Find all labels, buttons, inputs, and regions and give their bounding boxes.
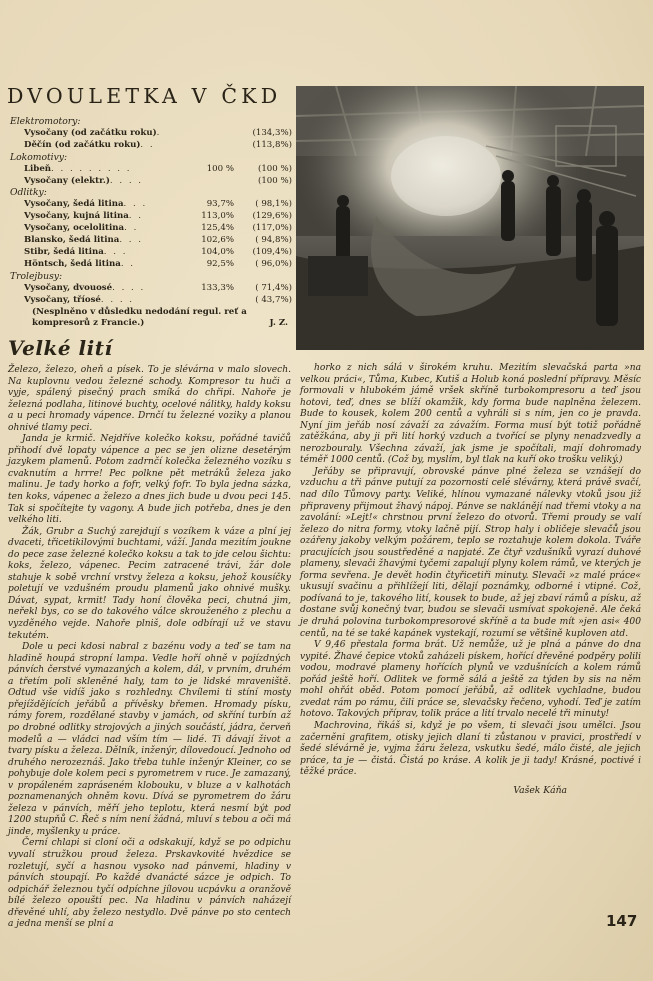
stats-row-cumulative: (113,8%) [252, 139, 292, 150]
stats-row-name: Libeň [24, 163, 52, 174]
stats-row [10, 140, 292, 152]
stats-row-cumulative: (129,6%) [252, 211, 292, 222]
stats-row-name: Vysočany (elektr.) [24, 175, 110, 186]
stats-row-cumulative: (109,4%) [252, 246, 292, 257]
article-author: Vašek Káňa [513, 784, 567, 796]
stats-row-dots: . [156, 127, 162, 138]
stats-row-dots: . . . [103, 246, 128, 257]
stats-row-cumulative: ( 96,0%) [255, 258, 292, 269]
production-stats [10, 116, 292, 330]
page-number: 147 [606, 912, 638, 930]
stats-row-actual [178, 295, 234, 307]
article-paragraph: V 9,46 přestala forma brát. Už nemůže, už je plná a pánve do dna vypité. Žhavé čepice vtoků zaházeli pískem, hořící dřevěné podpěry polili vodou, modravé plameny hořících plynů ve vzdušnících a kolem rámů pořád ještě hoří. Odlitek ve formě sálá a ještě za týden by sis na něm mohl ohřát oběd. Potom pomocí jeřábů, až odlitek vychladne, budou zvedat rám po rámu, čili práce se, slevačsky řečeno, vyhodí. Teď je zatím hotovo. Takových příprav, tolik práce a lití trvalo necelé tři minuty! [300, 640, 641, 720]
stats-row [10, 283, 292, 295]
article-paragraph: Jeřáby se připravují, obrovské pánve plné železa se vznášejí do vzduchu a tři pánve putují za pozornosti celé slévárny, která právě svačí, nad dílo Tůmovy party. Veliké, hlínou vymazané nálevky vtoků jsou již připraveny přijmout žhavý nápoj. Pánve se naklánějí nad třemi vtoky a na zavolání: »Lejt!« chrstnou první železo do otvorů. Třemi proudy se valí železo do nitra formy, vtoky lačně pijí. Strop haly i obličeje slevačů jsou ozářeny jakoby velkým požárem, teplo se roztahuje kolem dokola. Tváře pracujících jsou soustředěné a napjaté. Ze čtyř vzdušníků vyrazí duhové plameny, slevači žhavými tyčemi zapalují plyny kolem rámů, ve kterých je forma sevřena. Je devět hodin čtyřicetiři minuty. Slevači »z malé práce« ukusují svačinu a přihlížejí liti, dělají poznámky, odborné i vtipné. Což, podívaná to je, takového lití, kousek to bude, až jej zbaví rámů a písku, až dostane svůj konečný tvar, budou se slevači usmívat spokojeně. Ale čeká je druhá polovina turbokompresorové skříně a ta bude mít »jen asi« 400 centů, na té se také kapánek vystekají, rozumí se většině kuploven atd. [300, 466, 641, 639]
foundry-photo [296, 86, 644, 350]
article-paragraph: Dole u peci kdosi nabral z bazénu vody a teď se tam na hladině houpá stropní lampa. Vedle hoří ohně v pojízdných pánvích čerstvé vymazaných a kolem, dál, v prvním, druhém a třetím poli skleněné haly, tam to je lidské mraveniště. Odtud vše vidíš jako s rozhledny. Chvílemi ti stíní mosty přejíždějících jeřábů a přívěsky břemen. Hromady písku, rámy forem, rozdělané stavby v jamách, od skříní turbín až po drobné odlitky strojových a jiných součástí, jádra, červeň modelů a — vládci nad vším tím — lidé. Ti dávají život a tvary písku a železa. Dělník, inženýr, dílovedoucí. Jednoho od druhého nerozeznáš. Jako třeba tuhle inženýr Kleiner, co se pohybuje dole kolem peci s pyrometrem v ruce. Je zamazaný, v propáleném zapráseném klobouku, v bluze a v kalhotách poznamenaných ohněm kovu. Dívá se pyrometrem do žáru železa v pánvích, měří jeho teplotu, která nesmí být pod 1200 stupňů C. Řeč s ním není žádná, mluví s tebou a oči má jinde, myšlenky u práce. [8, 642, 291, 837]
stats-row-name: Vysočany (od začátku roku) [24, 127, 157, 138]
stats-row-actual [178, 140, 234, 152]
stats-row-cumulative: (100 %) [257, 175, 292, 186]
stats-row [10, 235, 292, 247]
stats-row-dots: . . . [123, 199, 148, 210]
article-column-left [8, 365, 291, 931]
stats-row-dots: . . [128, 211, 143, 222]
stats-row-name: Děčín (od začátku roku) [24, 139, 141, 150]
stats-row-dots: . . . . [112, 282, 146, 293]
stats-row-dots: . . [120, 258, 136, 269]
stats-row [10, 128, 292, 140]
stats-row-dots: . . . . . . . . . [51, 163, 132, 174]
article-title: Velké lití [8, 336, 113, 360]
stats-row-cumulative: (117,0%) [252, 223, 292, 234]
stats-category-label: Odlitky: [10, 187, 47, 199]
stats-row-actual [178, 176, 234, 188]
stats-row-actual: 93,7% [206, 199, 234, 210]
stats-note-signature: J. Z. [269, 318, 288, 329]
stats-row-cumulative: (100 %) [257, 163, 292, 174]
article-paragraph: Černí chlapi si cloní oči a odskakují, když se po odpichu vyvalí stružkou proud železa. Prskavkovité hvězdice se rozletují, syčí a hasnou vysoko nad pánvemi, hladiny v pánvích stoupají. Po každé dvanácté sázce je odpich. To odpichář železnou tyčí odpíchne jílovou ucpávku a oranžově bílé železo opouští pec. Na hladinu v pánvích naházejí dřevěné uhlí, aby železo nestydlo. Dvě pánve po sto centech a jedna menší se plní a [8, 838, 291, 930]
stats-row [10, 211, 292, 223]
stats-row-cumulative: ( 43,7%) [255, 294, 292, 305]
stats-category-label: Lokomotivy: [10, 151, 68, 163]
stats-row-name: Vysočany, kujná litina [24, 211, 129, 222]
stats-note-text: (Nesplněno v důsledku nedodání regul. reť a kompresorů z Francie.) [32, 306, 247, 329]
stats-row [10, 199, 292, 211]
stats-row-dots: . . [140, 139, 155, 150]
stats-row-dots: . . [124, 223, 139, 234]
stats-row-name: Vysočany, tříosé [24, 294, 101, 305]
stats-row-cumulative: ( 94,8%) [255, 235, 292, 246]
stats-row [10, 223, 292, 235]
article-paragraph: Žák, Grubr a Suchý zarejdují s vozíkem k váze a plní jej dvaceti, třicetikilovými buchtami, váží. Janda mezitím joukne do pece zase železné kolečko koksu a tak to jde celou šichtu: koks, železo, vápenec. Pecim zatracené trávi, žár dole stahuje k sobě vrchní vrstvy železa a koksu, jehož kousíčky poletují ve vzdušném proudu plamenů jako ohnivé mušky. Dávat, sypat, krmit! Tady honí člověka peci, chutná jim, neřekl bys, co se do takového válce skrouženého z plechu a vyzděného vejde. Nahoře plniš, dole odbírají už ve stavu tekutém. [8, 526, 291, 641]
stats-row-dots: . . . [119, 235, 143, 246]
page-heading: DVOULETKA V ČKD [7, 84, 282, 108]
article-paragraph: Janda je krmič. Nejdříve kolečko koksu, pořádné tavičů přihodí dvě lopaty vápence a pec se jen olizne desetérým jazykem plamenů. Potom zadrnčí kolečka železného vozíku s cvaknutím a hrrre! Pec polkne pět metráků železa jako malinu. Je tady horko a fofr, velký fofr. To byla jedna sázka, ten koks, vápenec a železo a dnes jich bude u dvou peci 145. Tak si spočítejte ty vagony. A bude jich potřeba, dnes je den velkého liti. [8, 434, 291, 526]
stats-row-cumulative: (134,3%) [252, 127, 292, 138]
stats-row-name: Vysočany, dvouosé [24, 282, 113, 293]
stats-row-name: Vysočany, ocelolitina [24, 223, 125, 234]
stats-row [10, 164, 292, 176]
article-paragraph: Železo, železo, oheň a písek. To je slévárna v malo slovech. Na kuplovnu vedou železné schody. Kompresor tu huči a vyje, spálený pisečný prach smíká do chřipi. Nahoře je železná podlaha, litinové buchty, ocelové nálitky, haldy koksu a u peci hromady vápence. Drnčí tu železné voziky a planou ohnivé tlamy peci. [8, 365, 291, 433]
stats-row-cumulative: ( 98,1%) [255, 199, 292, 210]
stats-row-actual [178, 128, 234, 140]
stats-row-actual: 104,0% [201, 246, 234, 257]
stats-note [10, 307, 292, 331]
stats-row-name: Vysočany, šedá litina [24, 199, 124, 210]
stats-row-actual: 113,0% [201, 211, 234, 222]
stats-row-dots: . . . . [109, 175, 144, 186]
stats-row-name: Höntsch, šedá litina [24, 258, 121, 269]
stats-row [10, 176, 292, 188]
stats-row-cumulative: ( 71,4%) [255, 282, 292, 293]
stats-category-label: Trolejbusy: [10, 270, 63, 282]
stats-category-label: Elektromotory: [10, 116, 81, 127]
stats-row [10, 247, 292, 259]
stats-row-actual: 92,5% [206, 258, 234, 269]
stats-row-actual: 100 % [206, 163, 234, 174]
stats-row [10, 259, 292, 271]
article-column-right [300, 363, 641, 796]
stats-row-dots: . . . . [100, 294, 135, 305]
stats-row-name: Stibr, šedá litina [24, 246, 104, 257]
stats-row-actual: 102,6% [201, 235, 234, 246]
article-paragraph: horko z nich sálá v širokém kruhu. Mezitím slevačská parta »na velkou práci«, Tůma, Kubec, Kutiš a Holub koná poslední přípravy. Měsíc formovali v hlubokém jámě vršek skříně turbokompresoru a teď jsou hotovi, teď, dnes se blíží okamžik, kdy forma bude naplněna železem. Bude to kousek, kolem 200 centů a vyhráli si s ním, jen co je pravda. Nyní jim jeřáb nosí závaží za závažím. Forma musí být totiž pořádně zatěžkána, aby ji při lití horký vzduch a tvořící se plyny nenadzvedly a nerozbouraly. Všechna závaží, jak jsme je spočítali, mají dohromady téměř 1000 centů. (Což by, myslím, byl tlak na kuří oko trošku veliký.) [300, 363, 641, 466]
stats-row [10, 295, 292, 307]
stats-row-actual: 125,4% [201, 223, 234, 234]
foundry-photo-graphic [296, 86, 644, 350]
stats-row-name: Blansko, šedá litina [24, 235, 120, 246]
stats-row-actual: 133,3% [201, 282, 234, 293]
article-paragraph: Machrovina, řikáš si, když je po všem, ti slevači jsou umělci. Jsou začerněni grafitem, otisky jejich dlaní ti zůstanou v pravici, prostředí v šedé slévárně je, vyjma žáru železa, vskutku šedé, málo čisté, ale jejich práce, ta je — čistá. Čistá po krásе. A kolik je ji tady! Krásné, poctivé i těžké práce. [300, 720, 641, 778]
